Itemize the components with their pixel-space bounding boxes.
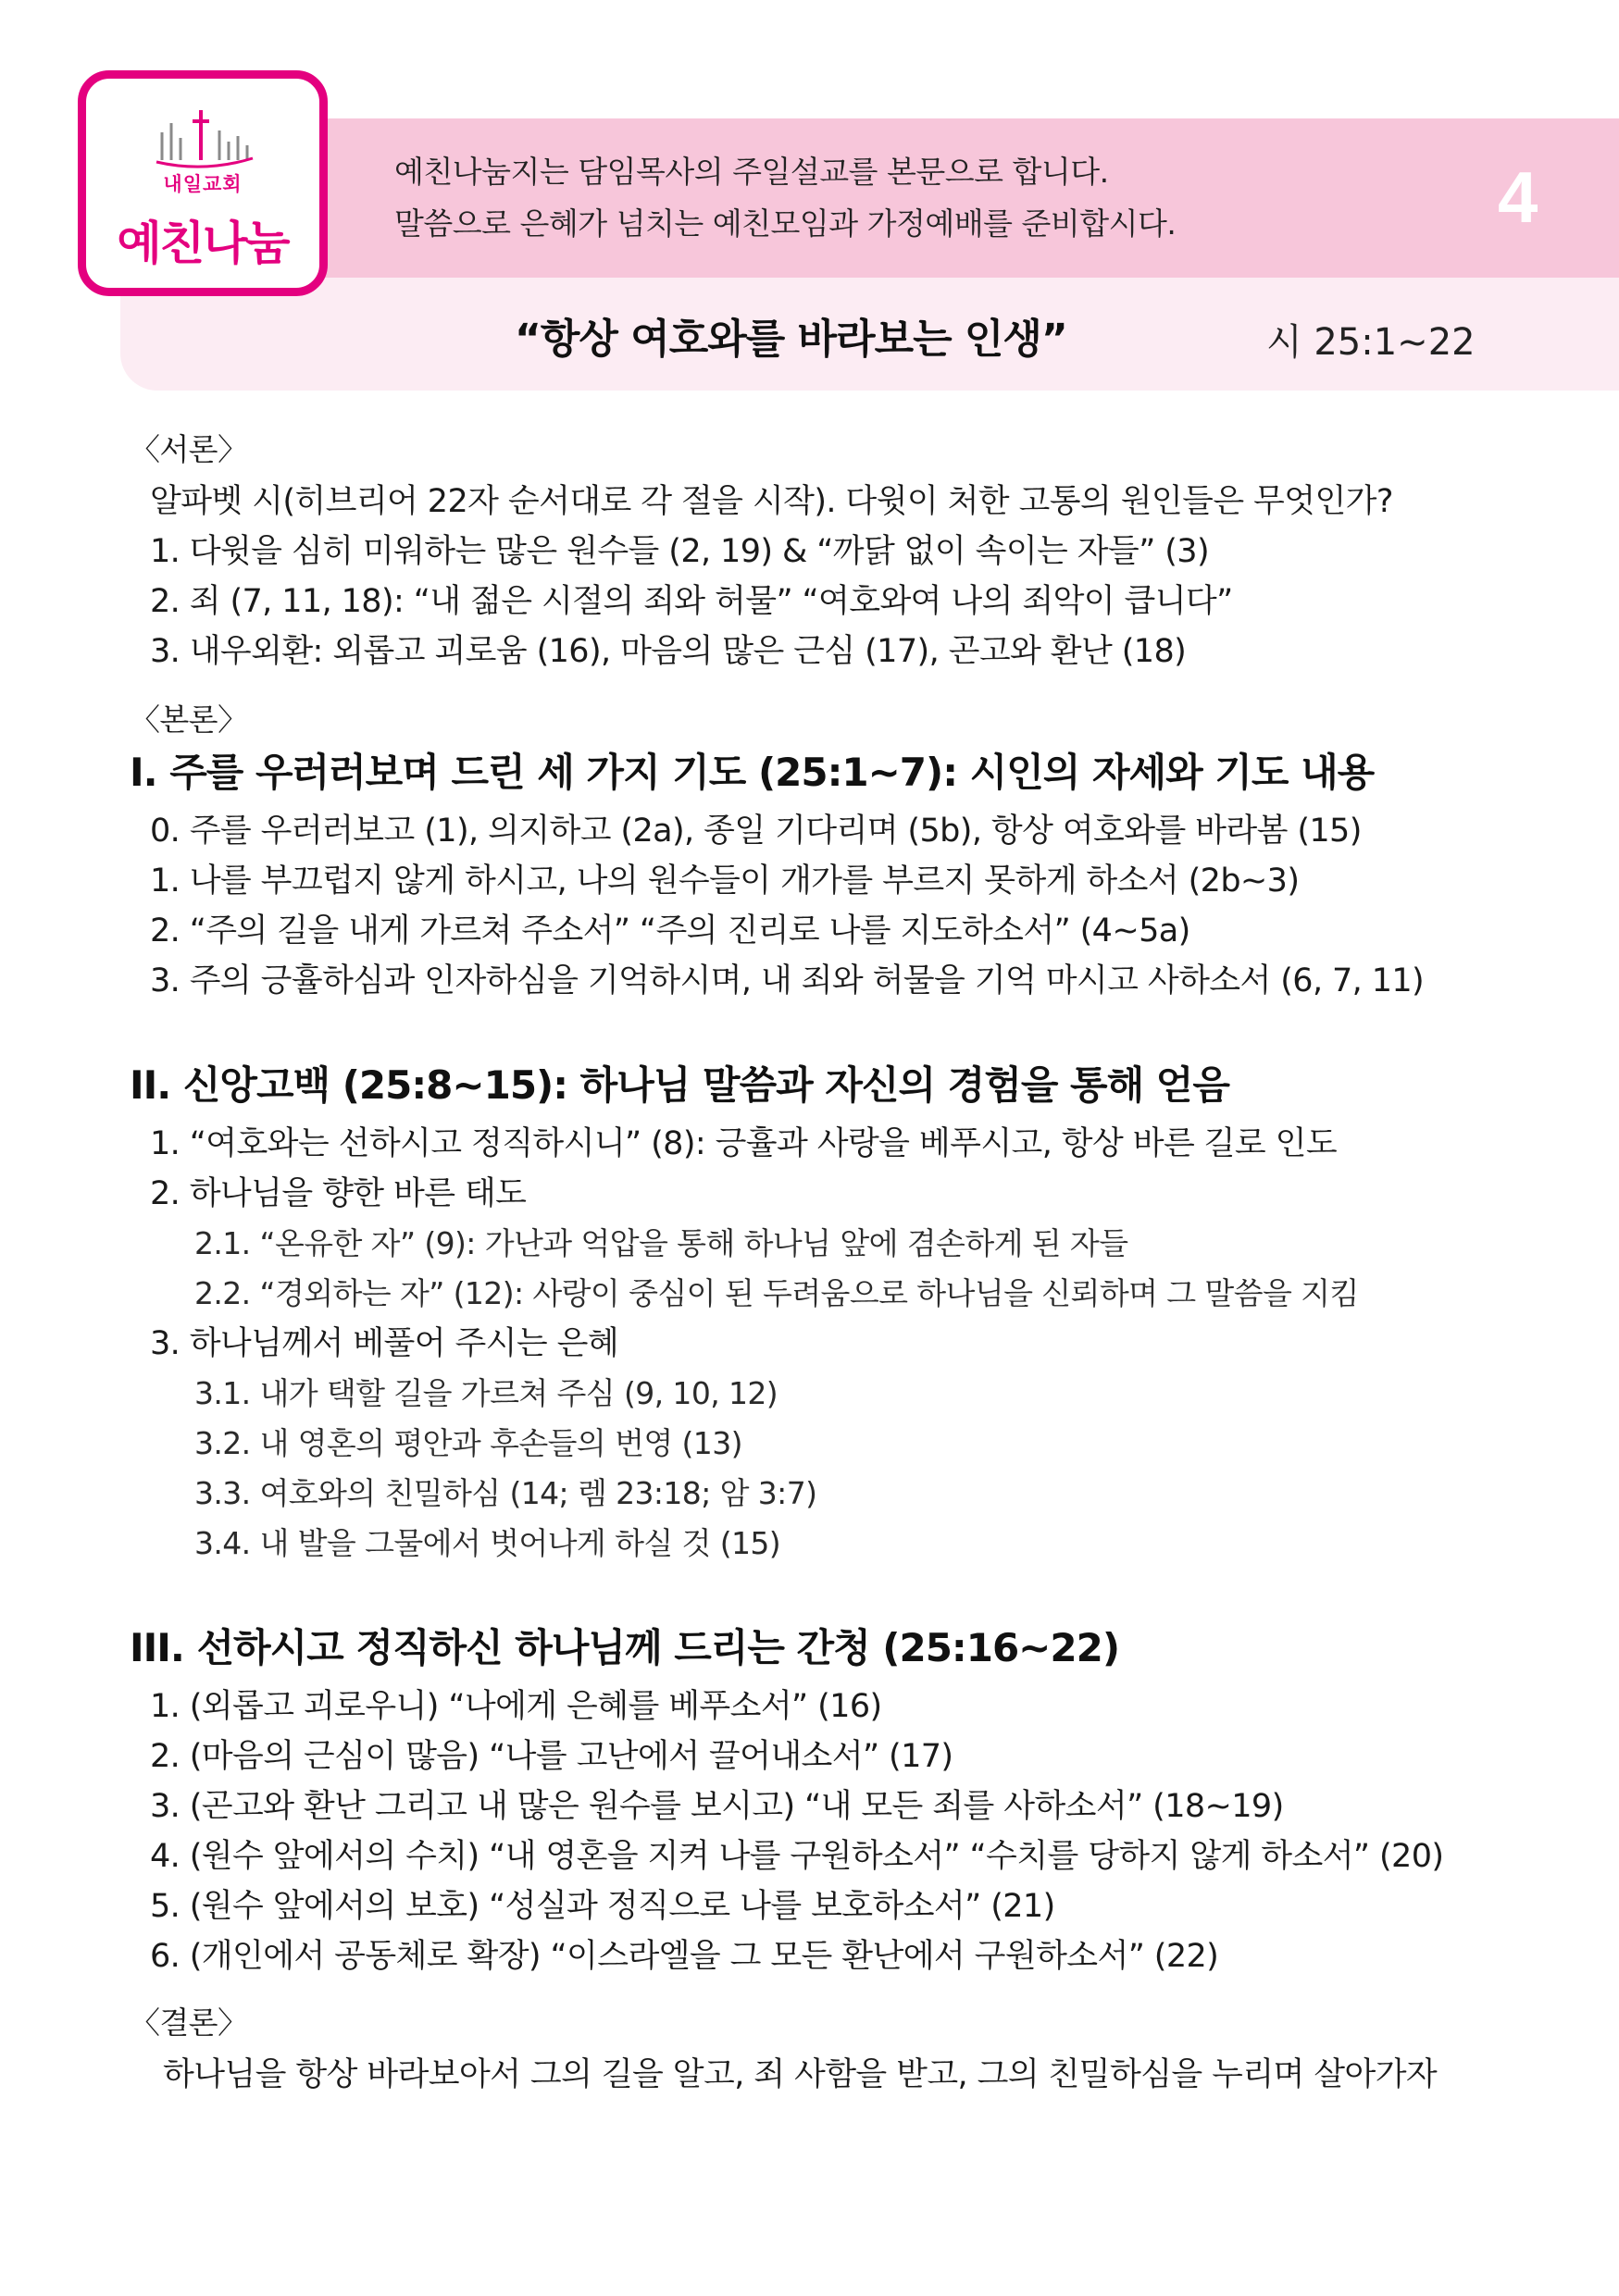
list-item: 1. “여호와는 선하시고 정직하시니” (8): 긍휼과 사랑을 베푸시고, 항상 바른 길로 인도 [150, 1125, 1338, 1162]
body-section-label: 〈본론〉 [130, 701, 248, 738]
list-item: 1. 다윗을 심히 미워하는 많은 원수들 (2, 19) & “까닭 없이 속이는 자들” (3) [150, 533, 1210, 570]
sub-list-item: 2.1. “온유한 자” (9): 가난과 억압을 통해 하나님 앞에 겸손하게 된 자들 [194, 1225, 1128, 1261]
intro-text [394, 146, 1176, 250]
list-item: 2. “주의 길을 내게 가르쳐 주소서” “주의 진리로 나를 지도하소서” (4~5a) [150, 912, 1190, 949]
list-item: 3. 하나님께서 베풀어 주시는 은혜 [150, 1325, 619, 1362]
scripture-reference: 시 25:1~22 [1266, 321, 1476, 364]
section-heading-3: III. 선하시고 정직하신 하나님께 드리는 간청 (25:16~22) [130, 1625, 1120, 1670]
sub-list-item: 3.2. 내 영혼의 평안과 후손들의 번영 (13) [194, 1425, 742, 1461]
conclusion-section-label: 〈결론〉 [130, 2004, 248, 2041]
sermon-title: “항상 여호와를 바라보는 인생” [515, 316, 1067, 363]
sub-list-item: 3.4. 내 발을 그물에서 벗어나게 하실 것 (15) [194, 1525, 781, 1561]
sub-list-item: 3.3. 여호와의 친밀하심 (14; 렘 23:18; 암 3:7) [194, 1475, 817, 1511]
list-item: 3. (곤고와 환난 그리고 내 많은 원수를 보시고) “내 모든 죄를 사하소서” (18~19) [150, 1788, 1284, 1825]
sub-list-item: 2.2. “경외하는 자” (12): 사랑이 중심이 된 두려움으로 하나님을 신뢰하며 그 말씀을 지킴 [194, 1275, 1359, 1311]
sub-list-item: 3.1. 내가 택할 길을 가르쳐 주심 (9, 10, 12) [194, 1375, 778, 1411]
page-number: 4 [1498, 156, 1538, 238]
list-item: 2. (마음의 근심이 많음) “나를 고난에서 끌어내소서” (17) [150, 1738, 953, 1775]
list-item: 3. 내우외환: 외롭고 괴로움 (16), 마음의 많은 근심 (17), 곤고와 환난 (18) [150, 633, 1187, 670]
list-item: 2. 하나님을 향한 바른 태도 [150, 1175, 527, 1212]
intro-lead: 알파벳 시(히브리어 22자 순서대로 각 절을 시작). 다윗이 처한 고통의 원인들은 무엇인가? [150, 483, 1393, 520]
church-logo [78, 70, 328, 296]
section-heading-2: II. 신앙고백 (25:8~15): 하나님 말씀과 자신의 경험을 통해 얻음 [130, 1062, 1229, 1108]
list-item: 2. 죄 (7, 11, 18): “내 젊은 시절의 죄와 허물” “여호와여 나의 죄악이 큽니다” [150, 583, 1233, 620]
list-item: 1. (외롭고 괴로우니) “나에게 은혜를 베푸소서” (16) [150, 1688, 882, 1725]
list-item: 0. 주를 우러러보고 (1), 의지하고 (2a), 종일 기다리며 (5b), 항상 여호와를 바라봄 (15) [150, 813, 1362, 850]
list-item: 1. 나를 부끄럽지 않게 하시고, 나의 원수들이 개가를 부르지 못하게 하소서 (2b~3) [150, 863, 1300, 900]
church-name: 내일교회 [163, 173, 243, 195]
list-item: 3. 주의 긍휼하심과 인자하심을 기억하시며, 내 죄와 허물을 기억 마시고 사하소서 (6, 7, 11) [150, 962, 1425, 999]
intro-line-1: 예친나눔지는 담임목사의 주일설교를 본문으로 합니다. [394, 154, 1109, 190]
section-heading-1: I. 주를 우러러보며 드린 세 가지 기도 (25:1~7): 시인의 자세와 기도 내용 [130, 750, 1375, 795]
bulletin-title: 예친나눔 [117, 217, 289, 270]
intro-line-2: 말씀으로 은혜가 넘치는 예친모임과 가정예배를 준비합시다. [394, 205, 1177, 242]
church-skyline-icon [153, 105, 256, 169]
conclusion-text: 하나님을 항상 바라보아서 그의 길을 알고, 죄 사함을 받고, 그의 친밀하심을 누리며 살아가자 [163, 2056, 1438, 2093]
list-item: 5. (원수 앞에서의 보호) “성실과 정직으로 나를 보호하소서” (21) [150, 1888, 1055, 1925]
list-item: 6. (개인에서 공동체로 확장) “이스라엘을 그 모든 환난에서 구원하소서” (22) [150, 1938, 1219, 1975]
list-item: 4. (원수 앞에서의 수치) “내 영혼을 지켜 나를 구원하소서” “수치를 당하지 않게 하소서” (20) [150, 1838, 1444, 1875]
intro-section-label: 〈서론〉 [130, 431, 248, 467]
